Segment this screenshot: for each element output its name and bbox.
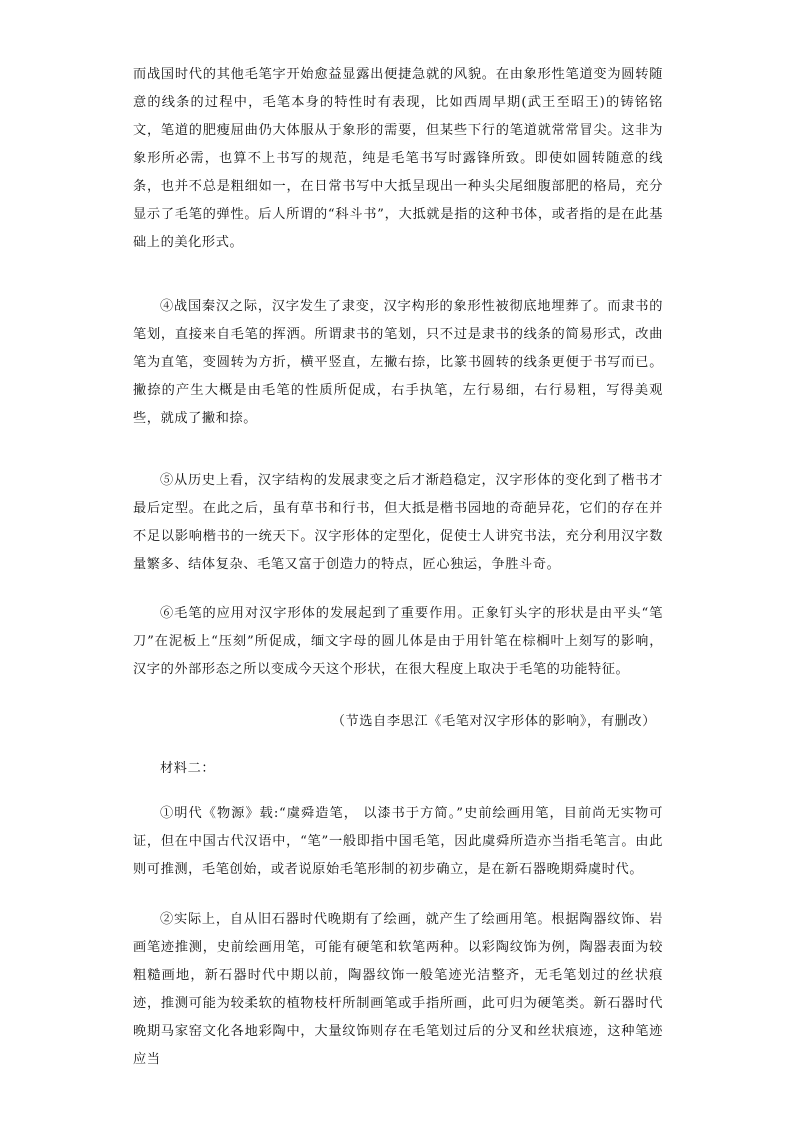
- material-two-label: 材料二：: [160, 761, 216, 776]
- source-citation: （节选自李思江《毛笔对汉字形体的影响》，有删改）: [331, 714, 656, 729]
- paragraph-1: ①明代《物源》载:“虞舜造笔， 以漆书于方简。”史前绘画用笔，目前尚无实物可证，但在中国古代汉语中，“笔”一般即指中国毛笔，因此虞舜所造亦当指毛笔言。由此则可推测，毛笔创始，或者说原始毛笔形制的初步确立，是在新石器晚期舜虞时代。: [133, 806, 663, 877]
- paragraph-2: ②实际上，自从旧石器时代晚期有了绘画，就产生了绘画用笔。根据陶器纹饰、岩画笔迹推测，史前绘画用笔，可能有硬笔和软笔两种。以彩陶纹饰为例，陶器表面为较粗糙画地，新石器时代中期以前，陶器纹饰一般笔迹光洁整齐，无毛笔划过的丝状痕迹，推测可能为较柔软的植物枝杆所制画笔或手指所画，此可归为硬笔类。新石器时代晚期马家窑文化各地彩陶中，大量纹饰则存在毛笔划过后的分叉和丝状痕迹，这种笔迹应当: [133, 912, 663, 1067]
- paragraph-6: ⑥毛笔的应用对汉字形体的发展起到了重要作用。正象钉头字的形状是由平头“笔刀”在泥板上“压刻”所促成，缅文字母的圆儿体是由于用针笔在棕榈叶上刻写的影响，汉字的外部形态之所以变成今天这个形状，在很大程度上取决于毛笔的功能特征。: [133, 606, 663, 677]
- paragraph-5: ⑤从历史上看，汉字结构的发展隶变之后才渐趋稳定，汉字形体的变化到了楷书才最后定型。在此之后，虽有草书和行书，但大抵是楷书园地的奇葩异花，它们的存在并不足以影响楷书的一统天下。汉字形体的定型化，促使士人讲究书法，充分利用汉字数量繁多、结体复杂、毛笔又富于创造力的特点，匠心独运，争胜斗奇。: [133, 473, 663, 572]
- paragraph-continued: 而战国时代的其他毛笔字开始愈益显露出便捷急就的风貌。在由象形性笔道变为圆转随意的线条的过程中，毛笔本身的特性时有表现，比如西周早期(武王至昭王)的铸铭铭文，笔道的肥瘦屈曲仍大体服从于象形的需要，但某些下行的笔道就常常冒尖。这非为象形所必需，也算不上书写的规范，纯是毛笔书写时露锋所致。即使如圆转随意的线条，也并不总是粗细如一，在日常书写中大抵呈现出一种头尖尾细腹部肥的格局，充分显示了毛笔的弹性。后人所谓的“科斗书”，大抵就是指的这种书体，或者指的是在此基础上的美化形式。: [133, 67, 663, 250]
- paragraph-4: ④战国秦汉之际，汉字发生了隶变，汉字构形的象形性被彻底地埋葬了。而隶书的笔划，直接来自毛笔的挥洒。所谓隶书的笔划，只不过是隶书的线条的简易形式，改曲笔为直笔，变圆转为方折，横平竖直，左撇右捺，比篆书圆转的线条更便于书写而已。撇捺的产生大概是由毛笔的性质所促成，右手执笔，左行易细，右行易粗，写得美观些，就成了撇和捺。: [133, 299, 663, 426]
